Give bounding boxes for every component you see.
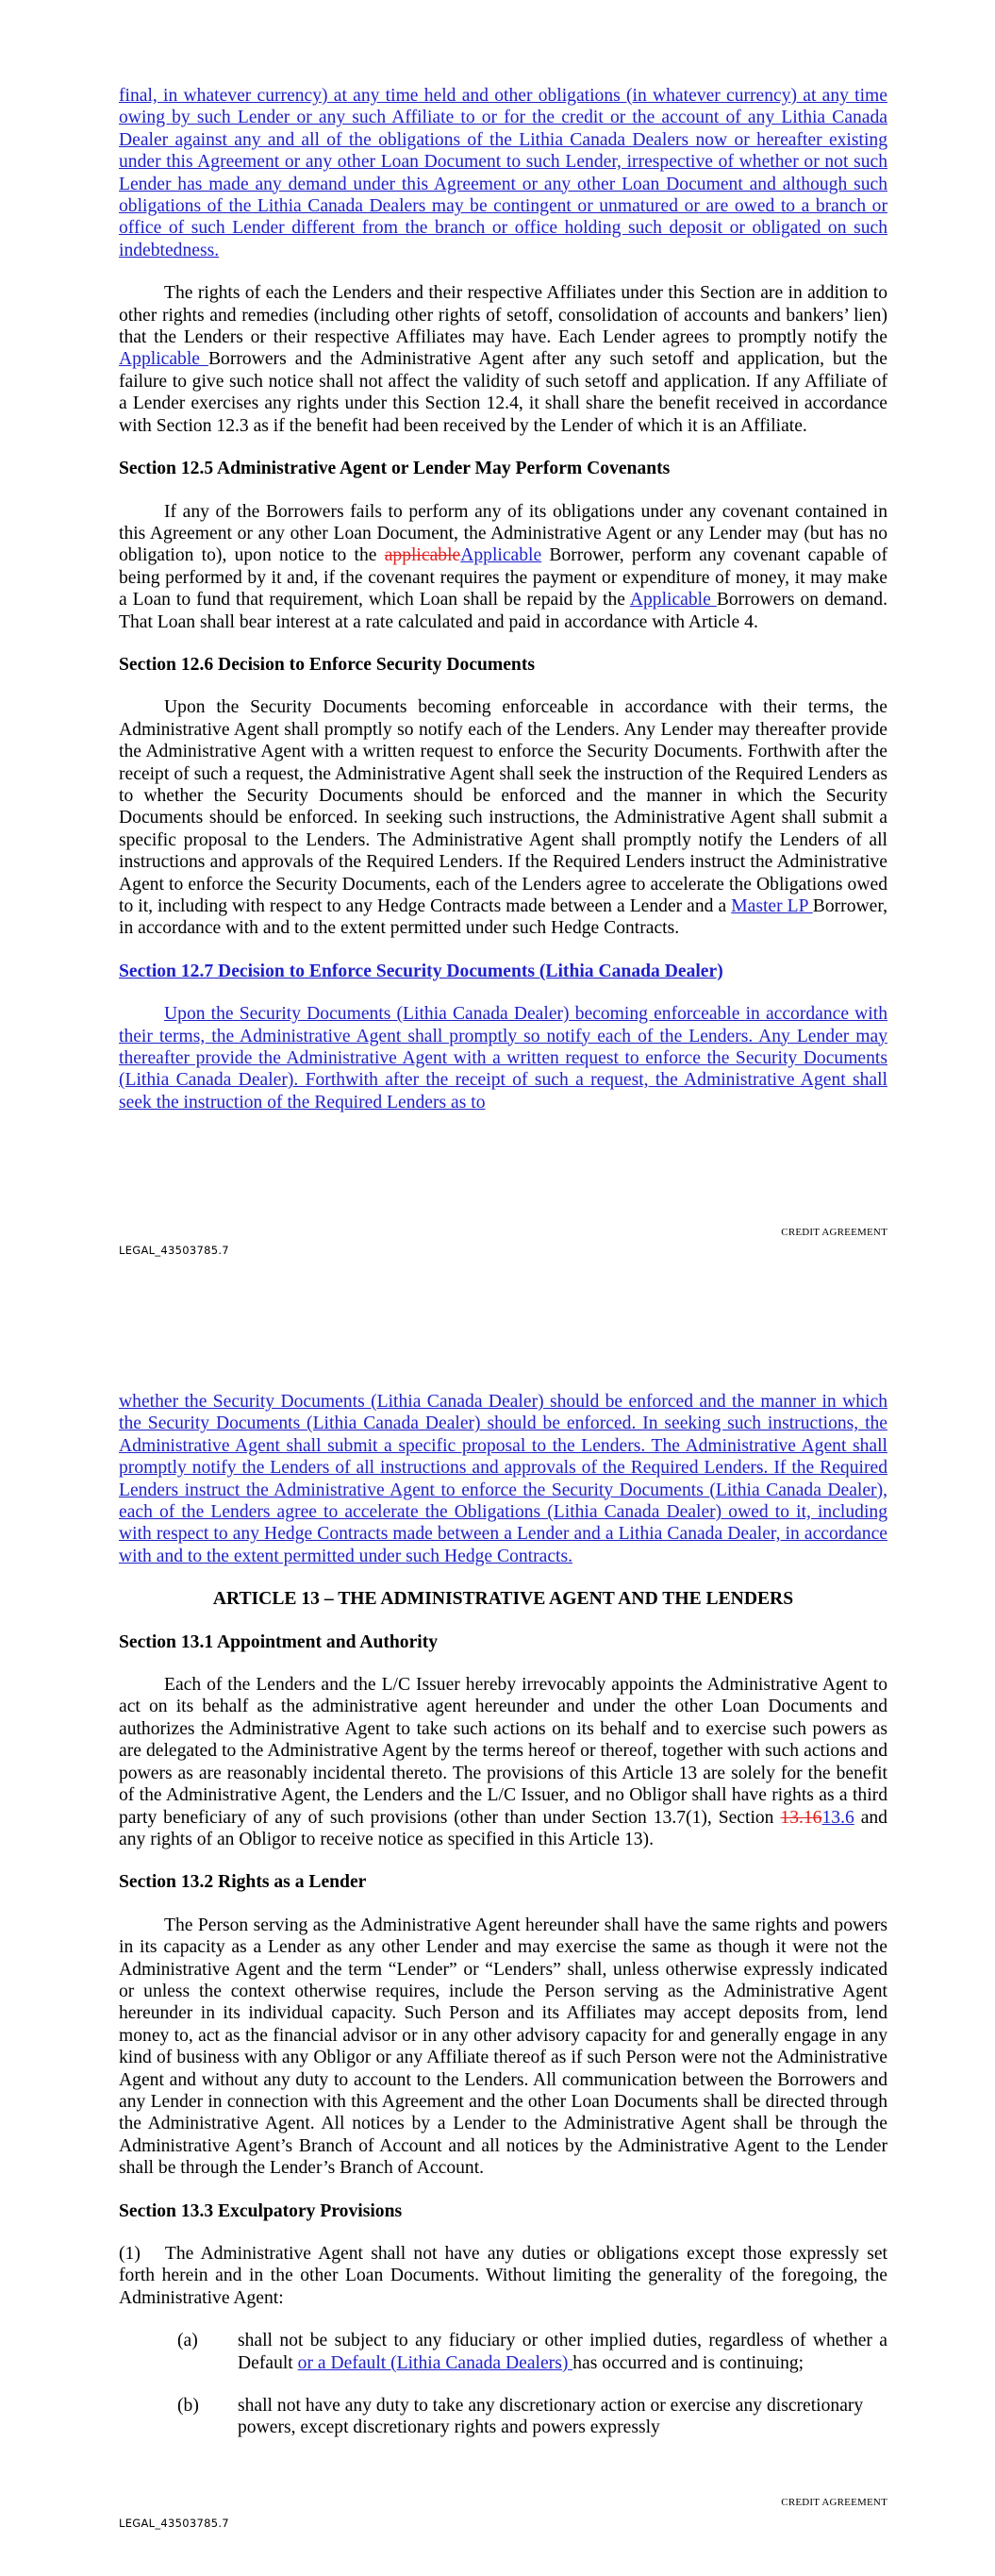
inserted-text: 13.6 [821,1807,854,1828]
setoff-continuation-paragraph: final, in whatever currency) at any time held and other obligations (in whatever currency) at any time owing by such Lender or any such Affiliate to or for the credit or the account of any Lithia Canada Dealer against any and all of the obligations of the Lithia Canada Dealers now or hereafter existing under this Agreement or any other Loan Document to such Lender, irrespective of whether or not such Lender has made any demand under this Agreement or any other Loan Document and although such obligations of the Lithia Canada Dealers may be contingent or unmatured or are owed to a branch or office of such Lender different from the branch or office holding such deposit or obligated on such indebtedness. [119,86,887,260]
footer-document-title: CREDIT AGREEMENT [781,2497,887,2508]
inserted-text: Applicable [629,590,717,611]
footer-document-id: LEGAL_43503785.7 [119,2517,229,2530]
deleted-text: 13.16 [780,1807,822,1828]
deleted-text: applicable [384,545,461,566]
inserted-text: Applicable [119,349,208,370]
section-13-2-heading: Section 13.2 Rights as a Lender [119,1872,367,1893]
section-12-6-paragraph: Upon the Security Documents becoming enforceable in accordance with their terms, the Administrative Agent shall promptly so notify each of the Lenders. Any Lender may thereafter provide the Administrative Agent with a written request to enforce the Security Documents. Forthwith after the receipt of such a request, the Administrative Agent shall seek the instruction of the Required Lenders as to whether the Security Documents should be enforced and the manner in which the Security Documents should be enforced. In seeking such instructions, the Administrative Agent shall submit a specific proposal to the Lenders. The Administrative Agent shall promptly notify the Lenders of all instructions and approvals of the Required Lenders. If the Required Lenders instruct the Administrative Agent to enforce the Security Documents, each of the Lenders agree to accelerate the Obligations owed to it, including with respect to any Hedge Contracts made between a Lender and a Master LP Borrower, in accordance with and to the extent permitted under such Hedge Contracts. [119,697,887,939]
section-13-2-paragraph: The Person serving as the Administrative Agent hereunder shall have the same rights and powers in its capacity as a Lender as any other Lender and may exercise the same as though it were not the Administrative Agent and the term “Lender” or “Lenders” shall, unless otherwise expressly indicated or unless the context otherwise requires, include the Person serving as the Administrative Agent hereunder in its individual capacity. Such Person and its Affiliates may accept deposits from, lend money to, act as the financial advisor or in any other advisory capacity for and generally engage in any kind of business with any Obligor or any Affiliate thereof as if such Person were not the Administrative Agent and without any duty to account to the Lenders. All communication between the Borrowers and any Lender in connection with this Agreement and the other Loan Documents shall be directed through the Administrative Agent. All notices by a Lender to the Administrative Agent shall be through the Administrative Agent’s Branch of Account and all notices by the Administrative Agent to the Lender shall be through the Lender’s Branch of Account. [119,1915,887,2179]
page-2 [0,1330,995,2576]
footer-document-title: CREDIT AGREEMENT [781,1227,887,1238]
setoff-rights-paragraph: The rights of each the Lenders and their respective Affiliates under this Section are in addition to other rights and remedies (including other rights of setoff, consolidation of accounts and bankers’ lien) that the Lenders or their respective Affiliates may have. Each Lender agrees to promptly notify the Applicable Borrowers and the Administrative Agent after any such setoff and application, but the failure to give such notice shall not affect the validity of such setoff and application. If any Affiliate of a Lender exercises any rights under this Section 12.4, it shall share the benefit received in accordance with Section 12.3 as if the benefit had been received by the Lender of which it is an Affiliate. [119,283,887,436]
section-13-1-paragraph: Each of the Lenders and the L/C Issuer hereby irrevocably appoints the Administrative Agent to act on its behalf as the administrative agent hereunder and under the other Loan Documents and authorizes the Administrative Agent to take such actions on its behalf and to exercise such powers as are delegated to the Administrative Agent by the terms hereof or thereof, together with such actions and powers as are reasonably incidental thereto. The provisions of this Article 13 are solely for the benefit of the Administrative Agent, the Lenders and the L/C Issuer, and no Obligor shall have rights as a third party beneficiary of any of such provisions (other than under Section 13.7(1), Section 13.1613.6 and any rights of an Obligor to receive notice as specified in this Article 13). [119,1675,887,1849]
section-12-7-continuation: whether the Security Documents (Lithia Canada Dealer) should be enforced and the manner in which the Security Documents (Lithia Canada Dealer) should be enforced. In seeking such instructions, the Administrative Agent shall submit a specific proposal to the Lenders. The Administrative Agent shall promptly notify the Lenders of all instructions and approvals of the Required Lenders. If the Required Lenders instruct the Administrative Agent to enforce the Security Documents (Lithia Canada Dealer), each of the Lenders agree to accelerate the Obligations (Lithia Canada Dealer) owed to it, including with respect to any Hedge Contracts made between a Lender and a Lithia Canada Dealer, in accordance with and to the extent permitted under such Hedge Contracts. [119,1392,887,1566]
inserted-text: Master LP [731,896,813,916]
section-12-6-heading: Section 12.6 Decision to Enforce Security Documents [119,654,535,675]
footer-document-id: LEGAL_43503785.7 [119,1244,229,1257]
article-13-title: ARTICLE 13 – THE ADMINISTRATIVE AGENT AND THE LENDERS [212,1589,794,1610]
section-13-3-1-paragraph: (1) The Administrative Agent shall not have any duties or obligations except those expressly set forth herein and in the other Loan Documents. Without limiting the generality of the foregoing, the Administrative Agent: [119,2244,887,2308]
inserted-text: Applicable [460,545,542,566]
list-item-a: (a) shall not be subject to any fiduciary or other implied duties, regardless of whether a Default or a Default (Lithia Canada Dealers) has occurred and is continuing; [177,2331,887,2373]
page-2-content [119,1391,887,2439]
section-12-5-paragraph: If any of the Borrowers fails to perform any of its obligations under any covenant contained in this Agreement or any other Loan Document, the Administrative Agent or any Lender may (but has no obligation to), upon notice to the applicableApplicable Borrower, perform any covenant capable of being performed by it and, if the covenant requires the payment or expenditure of money, it may make a Loan to fund that requirement, which Loan shall be repaid by the Applicable Borrowers on demand. That Loan shall bear interest at a rate calculated and paid in accordance with Article 4. [119,501,887,632]
inserted-text: or a Default (Lithia Canada Dealers) [297,2352,573,2373]
section-12-7-heading: Section 12.7 Decision to Enforce Security Documents (Lithia Canada Dealer) [119,961,723,981]
section-12-7-paragraph: Upon the Security Documents (Lithia Canada Dealer) becoming enforceable in accordance with their terms, the Administrative Agent shall promptly so notify each of the Lenders. Any Lender may thereafter provide the Administrative Agent with a written request to enforce the Security Documents (Lithia Canada Dealer). Forthwith after the receipt of such a request, the Administrative Agent shall seek the instruction of the Required Lenders as to [119,1004,887,1112]
section-13-1-heading: Section 13.1 Appointment and Authority [119,1631,439,1652]
page-1-content [119,85,887,1113]
section-13-3-heading: Section 13.3 Exculpatory Provisions [119,2200,403,2221]
section-12-5-heading: Section 12.5 Administrative Agent or Lender May Perform Covenants [119,459,671,479]
list-item-b: (b) shall not have any duty to take any discretionary action or exercise any discretionary powers, except discretionary rights and powers expressly [177,2396,864,2438]
